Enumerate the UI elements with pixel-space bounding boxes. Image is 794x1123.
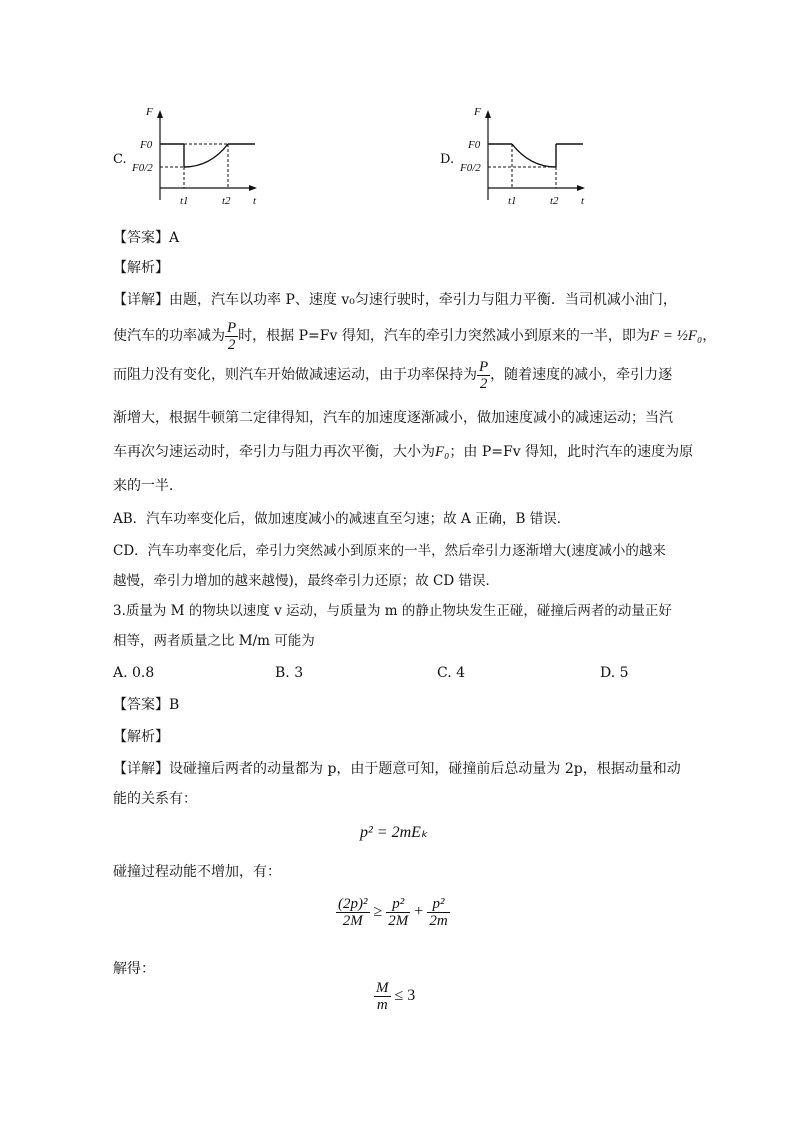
eq3-lhs <box>374 980 391 1013</box>
q2-fraction-p-over-2-b <box>477 359 490 392</box>
q2-cd-2: 越慢，牵引力增加的越来越慢)，最终牵引力还原；故 CD 错误． <box>113 573 500 589</box>
q2-detail-tag: 【详解】 <box>113 292 169 308</box>
graph-c-t-label: t <box>253 195 257 207</box>
q3-eq-1: p² = 2mEₖ <box>360 824 428 841</box>
q2-detail-line-2 <box>113 316 716 356</box>
graph-c-f-label: F <box>146 106 153 118</box>
q2-f0: F₀ <box>435 444 450 460</box>
graph-d-f0-label: F0 <box>468 139 481 151</box>
graph-c-t1-label: t1 <box>180 195 189 207</box>
q3-detail-line-4: 解得： <box>113 961 155 977</box>
frac-num: P <box>479 358 489 375</box>
eq3-rhs: ≤ 3 <box>394 987 416 1005</box>
q2-eq-half-f0: F = ½F₀ <box>649 328 703 344</box>
eq2-ge: ≥ <box>373 903 383 921</box>
option-c-label: C. <box>113 152 127 167</box>
q2-detail-line-1 <box>113 290 677 310</box>
graph-d-curve <box>512 144 556 167</box>
graph-d-t2-label: t2 <box>550 195 559 207</box>
graph-d-f-arrow <box>485 110 491 118</box>
graph-d-t1-label: t1 <box>508 195 517 207</box>
graph-d <box>460 100 598 215</box>
graph-c-f-arrow <box>157 110 163 118</box>
q3-option-d: D. 5 <box>600 665 629 681</box>
q3-option-b: B. 3 <box>275 665 304 681</box>
q2-cd-1: CD．汽车功率变化后，牵引力突然减小到原来的一半，然后牵引力逐渐增大(速度减小的越来 <box>113 543 666 559</box>
frac-den: 2M <box>388 913 409 929</box>
frac-num: p² <box>427 896 449 913</box>
q2-fraction-p-over-2 <box>225 320 238 353</box>
frac-den: 2 <box>479 375 488 392</box>
q3-detail-tag: 【详解】 <box>113 761 169 777</box>
q2-detail-text-1: 由题，汽车以功率 P、速度 v₀匀速行驶时，牵引力与阻力平衡．当司机减小油门， <box>169 292 677 308</box>
frac-den: 2M <box>342 913 363 929</box>
eq2-plus: + <box>414 903 424 921</box>
option-d-label: D. <box>440 152 455 167</box>
q2-detail-text-2b: 时，根据 P=Fv 得知，汽车的牵引力突然减小到原来的一半，即为 <box>238 328 650 344</box>
q2-detail-text-3b: ，随着速度的减小，牵引力逐 <box>490 367 673 383</box>
q2-ab: AB．汽车功率变化后，做加速度减小的减速直至匀速；故 A 正确，B 错误． <box>113 511 571 527</box>
frac-den: 2m <box>429 913 448 929</box>
frac-den: m <box>376 997 388 1013</box>
frac-den: 2 <box>227 336 236 353</box>
q3-analysis-tag: 【解析】 <box>113 729 169 745</box>
q2-detail-text-5c: ；由 P=Fv 得知，此时汽车的速度为原 <box>449 444 694 460</box>
q2-detail-line-4: 渐增大，根据牛顿第二定律得知，汽车的加速度逐渐减小，做加速度减小的减速运动；当汽 <box>113 410 673 426</box>
q3-detail-text-1: 设碰撞后两者的动量都为 p，由于题意可知，碰撞前后总动量为 2p，根据动量和动 <box>169 761 681 777</box>
q3-option-c: C. 4 <box>437 665 466 681</box>
q3-stem-1: 3.质量为 M 的物块以速度 v 运动，与质量为 m 的静止物块发生正碰，碰撞后两者的动量正好 <box>113 603 672 619</box>
graph-d-t-arrow <box>577 185 585 191</box>
q2-detail-line-5 <box>113 442 693 462</box>
q2-detail-text-5a: 车再次匀速运动时，牵引力与阻力再次平衡，大小为 <box>113 444 435 460</box>
q2-answer: 【答案】A <box>113 230 180 246</box>
q2-detail-text-3a: 而阻力没有变化，则汽车开始做减速运动，由于功率保持为 <box>113 367 477 383</box>
graph-c <box>132 100 270 215</box>
q2-detail-text-2a: 使汽车的功率减为 <box>113 328 225 344</box>
comma: ， <box>702 328 717 344</box>
graph-d-t-label: t <box>581 195 585 207</box>
q3-option-a: A. 0.8 <box>113 665 155 681</box>
q3-stem-2: 相等，两者质量之比 M/m 可能为 <box>113 633 315 649</box>
q3-eq-3 <box>374 980 415 1013</box>
graph-c-t2-label: t2 <box>222 195 231 207</box>
graph-c-curve <box>184 144 228 167</box>
q3-eq-2 <box>336 896 450 929</box>
graph-c-t-arrow <box>249 185 257 191</box>
frac-num: M <box>376 980 389 996</box>
q3-detail-line-1 <box>113 759 681 779</box>
graph-d-f-label: F <box>474 106 481 118</box>
q2-analysis-tag: 【解析】 <box>113 260 169 276</box>
eq2-lhs <box>336 896 370 929</box>
eq2-r1 <box>386 896 410 929</box>
frac-num: p² <box>386 896 410 913</box>
frac-num: P <box>227 319 237 336</box>
q3-detail-line-3: 碰撞过程动能不增加，有： <box>113 864 281 880</box>
eq2-r2 <box>427 896 449 929</box>
graph-c-f0half-label: F0/2 <box>132 162 153 174</box>
graph-c-f0-label: F0 <box>140 139 153 151</box>
graph-d-f0half-label: F0/2 <box>460 162 481 174</box>
q2-detail-line-6: 来的一半． <box>113 478 183 494</box>
q3-answer: 【答案】B <box>113 697 180 713</box>
frac-num: (2p)² <box>338 896 368 912</box>
q3-detail-line-2: 能的关系有： <box>113 791 197 807</box>
q2-detail-line-3 <box>113 355 672 395</box>
